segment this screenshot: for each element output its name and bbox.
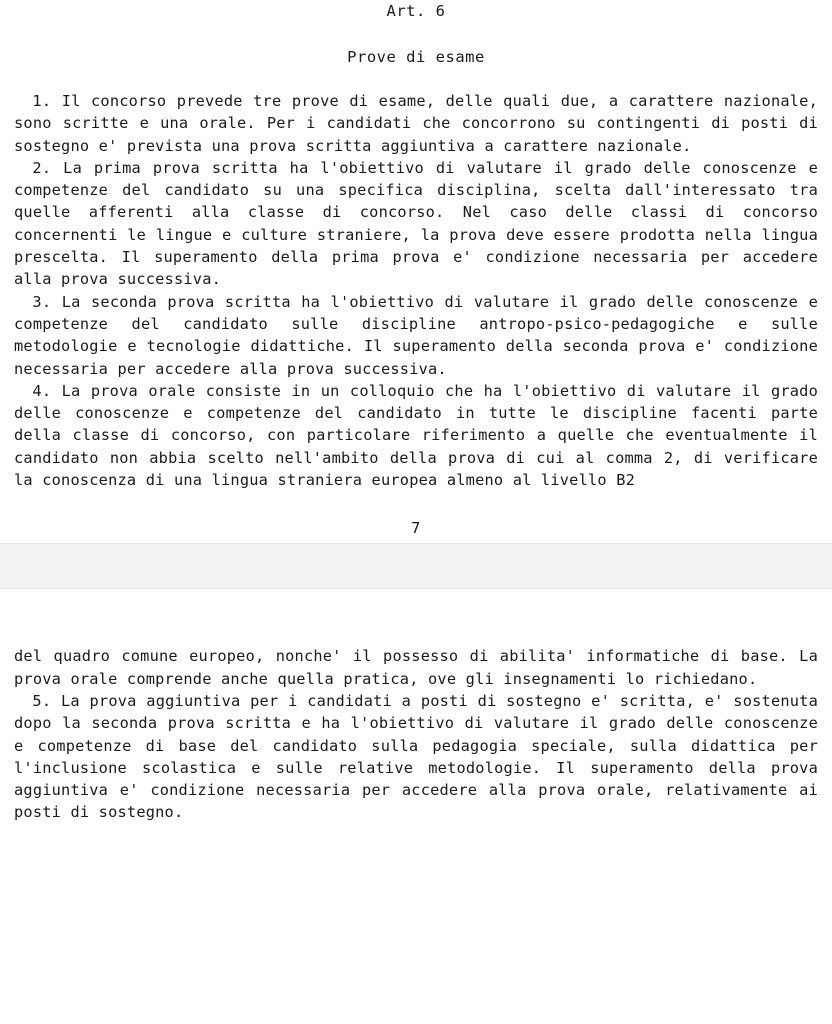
page-separator [0, 543, 832, 589]
paragraph-text: del quadro comune europeo, nonche' il possesso di abilita' informatiche di base. La prova orale comprende anche quella pratica, ove gli insegnamenti lo richiedano. [14, 647, 818, 688]
paragraph [14, 690, 818, 824]
paragraph-text: 4. La prova orale consiste in un colloquio che ha l'obiettivo di valutare il grado delle conoscenze e competenze del candidato in tutte le discipline facenti parte della classe di concorso, con particolare riferimento a quelle che eventualmente il candidato non abbia scelto nell'ambito della prova di cui al comma 2, di verificare la conoscenza di una lingua straniera europea almeno al livello B2 [14, 381, 818, 490]
paragraph-text: 3. La seconda prova scritta ha l'obiettivo di valutare il grado delle conoscenze e competenze del candidato sulle discipline antropo-psico-pedagogiche e sulle metodologie e tecnologie didattiche. Il superamento della seconda prova e' condizione necessaria per accedere alla prova successiva. [14, 292, 818, 378]
page-number: 7 [411, 519, 421, 538]
document-page-two [0, 589, 832, 823]
paragraph-text: 1. Il concorso prevede tre prove di esame, delle quali due, a carattere nazionale, sono scritte e una orale. Per i candidati che concorrono su contingenti di posti di sostegno e' prevista una prova scritta aggiuntiva a carattere nazionale. [14, 92, 818, 155]
paragraph-text: 5. La prova aggiuntiva per i candidati a posti di sostegno e' scritta, e' sostenuta dopo la seconda prova scritta e ha l'obiettivo di valutare il grado delle conoscenze e competenze di base del candidato sulla pedagogia speciale, sulla didattica per l'inclusione scolastica e sulle relative metodologie. Il superamento della prova aggiuntiva e' condizione necessaria per accedere alla prova orale, relativamente ai posti di sostegno. [14, 691, 818, 822]
paragraph-text: 2. La prima prova scritta ha l'obiettivo di valutare il grado delle conoscenze e competenze del candidato su una specifica disciplina, scelta dall'interessato tra quelle afferenti alla classe di concorso. Nel caso delle classi di concorso concernenti le lingue e culture straniere, la prova deve essere prodotta nella lingua prescelta. Il superamento della prima prova e' condizione necessaria per accedere alla prova successiva. [14, 158, 818, 289]
page-top-margin [14, 589, 818, 645]
section-title: Prove di esame [347, 48, 485, 66]
paragraph [14, 291, 818, 380]
paragraph [14, 380, 818, 491]
paragraph [14, 68, 818, 157]
article-label: Art. 6 [386, 2, 446, 20]
paragraph [14, 157, 818, 291]
paragraph [14, 645, 818, 690]
